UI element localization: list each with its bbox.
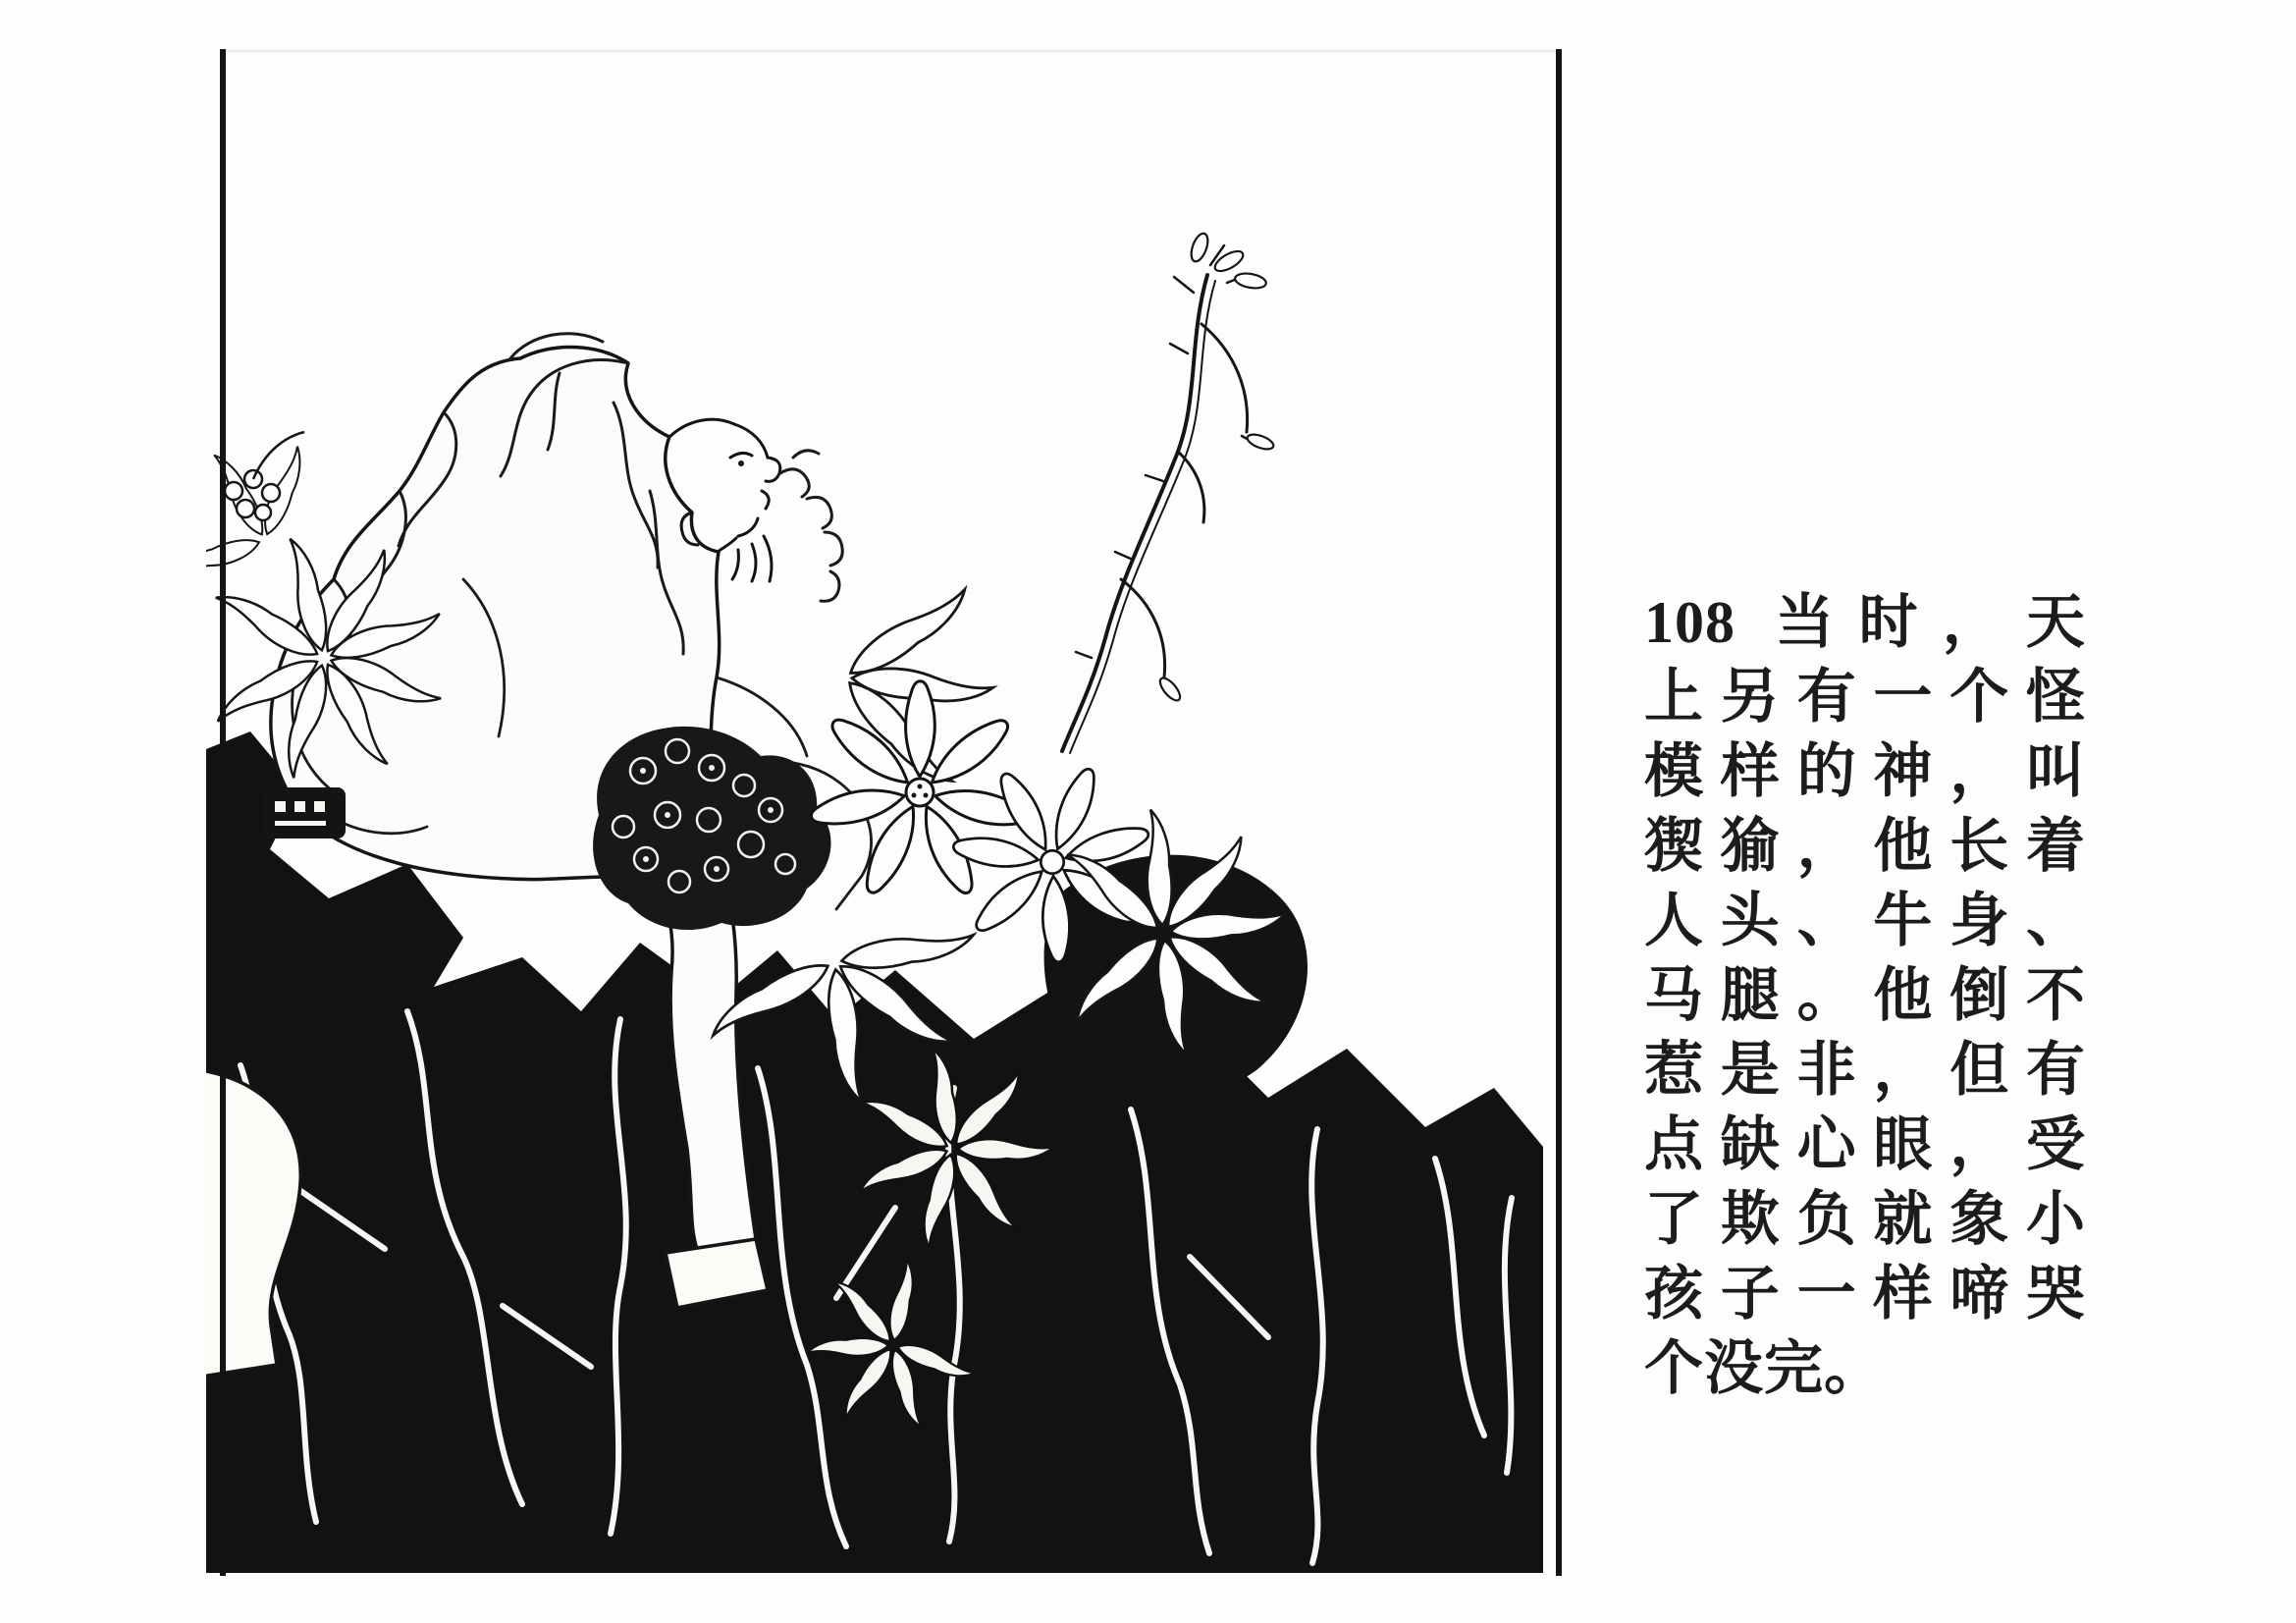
caption-text [1644,585,2086,1406]
caption-line: 马腿。他倒不 [1644,963,2086,1028]
creature-curls [780,451,842,601]
caption-line: 惹是非，但有 [1644,1038,2086,1103]
illustration [206,29,1575,1623]
vine [1062,232,1275,753]
caption-line: 点缺心眼，受 [1644,1112,2086,1177]
illustration-panel [206,29,1575,1623]
caption-line: 了欺负就象小 [1644,1187,2086,1252]
caption-line: 上另有一个怪 [1644,665,2086,730]
caption-line: 模样的神，叫 [1644,739,2086,804]
creature-leg-band [263,787,346,839]
caption-line: 人头、牛身、 [1644,889,2086,953]
caption-line: 猰㺄，他长着 [1644,814,2086,879]
pompon-flower-cluster [593,727,830,930]
caption-line: 个没完。 [1644,1336,1884,1401]
caption-line: 孩子一样啼哭 [1644,1262,2086,1326]
caption-line: 108 当时，天 [1644,590,2086,655]
